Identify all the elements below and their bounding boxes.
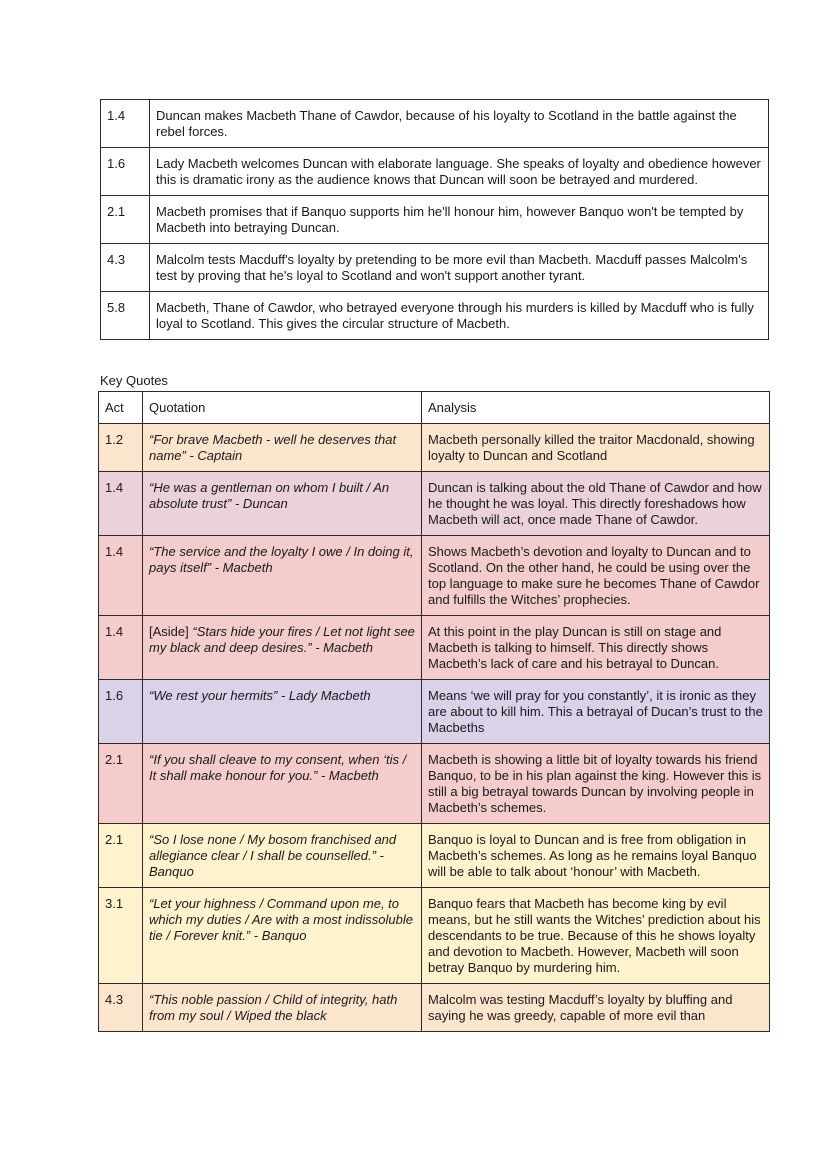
table-row bbox=[99, 744, 770, 824]
act-cell: 1.4 bbox=[99, 616, 143, 680]
quote-text: “If you shall cleave to my consent, when ‘tis / It shall make honour for you.” - Macbeth bbox=[149, 752, 407, 783]
summary-cell: Macbeth, Thane of Cawdor, who betrayed everyone through his murders is killed by Macduff who is fully loyal to Scotland. This gives the circular structure of Macbeth. bbox=[150, 292, 769, 340]
table-row bbox=[99, 680, 770, 744]
quotation-cell bbox=[143, 984, 422, 1032]
analysis-cell: Malcolm was testing Macduff’s loyalty by bluffing and saying he was greedy, capable of more evil than bbox=[422, 984, 770, 1032]
analysis-cell: At this point in the play Duncan is still on stage and Macbeth is talking to himself. This directly shows Macbeth’s lack of care and his betrayal to Duncan. bbox=[422, 616, 770, 680]
quotation-cell bbox=[143, 680, 422, 744]
act-cell: 1.6 bbox=[101, 148, 150, 196]
quotation-cell bbox=[143, 744, 422, 824]
quote-text: “For brave Macbeth - well he deserves that name” - Captain bbox=[149, 432, 397, 463]
quotation-cell bbox=[143, 616, 422, 680]
quote-text: “The service and the loyalty I owe / In doing it, pays itself” - Macbeth bbox=[149, 544, 414, 575]
header-quotation: Quotation bbox=[143, 392, 422, 424]
table-row bbox=[101, 244, 769, 292]
table-row bbox=[101, 148, 769, 196]
header-analysis: Analysis bbox=[422, 392, 770, 424]
table-row bbox=[99, 824, 770, 888]
quotation-cell bbox=[143, 536, 422, 616]
act-cell: 1.6 bbox=[99, 680, 143, 744]
act-cell: 5.8 bbox=[101, 292, 150, 340]
table-row bbox=[101, 292, 769, 340]
quotation-cell bbox=[143, 824, 422, 888]
quote-text: “Stars hide your fires / Let not light see my black and deep desires.” - Macbeth bbox=[149, 624, 415, 655]
summary-table bbox=[100, 99, 769, 340]
quotation-cell bbox=[143, 424, 422, 472]
table-row bbox=[101, 100, 769, 148]
act-cell: 4.3 bbox=[101, 244, 150, 292]
summary-cell: Lady Macbeth welcomes Duncan with elaborate language. She speaks of loyalty and obedience however this is dramatic irony as the audience knows that Duncan will soon be betrayed and murdered. bbox=[150, 148, 769, 196]
analysis-cell: Means ‘we will pray for you constantly’, it is ironic as they are about to kill him. This a betrayal of Ducan’s trust to the Macbeths bbox=[422, 680, 770, 744]
act-cell: 3.1 bbox=[99, 888, 143, 984]
table-header-row bbox=[99, 392, 770, 424]
table-row bbox=[101, 196, 769, 244]
analysis-cell: Shows Macbeth’s devotion and loyalty to Duncan and to Scotland. On the other hand, he could be using over the top language to make sure he becomes Thane of Cawdor and fulfills the Witches’ prophecies. bbox=[422, 536, 770, 616]
analysis-cell: Macbeth is showing a little bit of loyalty towards his friend Banquo, to be in his plan against the king. However this is still a big betrayal towards Duncan by involving people in Macbeth’s schemes. bbox=[422, 744, 770, 824]
quotation-cell bbox=[143, 888, 422, 984]
act-cell: 1.4 bbox=[101, 100, 150, 148]
key-quotes-table bbox=[98, 391, 770, 1032]
key-quotes-heading: Key Quotes bbox=[100, 373, 168, 388]
quote-text: “So I lose none / My bosom franchised and allegiance clear / I shall be counselled.” - Banquo bbox=[149, 832, 397, 879]
quote-text: “He was a gentleman on whom I built / An absolute trust” - Duncan bbox=[149, 480, 390, 511]
table-row bbox=[99, 984, 770, 1032]
summary-cell: Macbeth promises that if Banquo supports him he'll honour him, however Banquo won't be tempted by Macbeth into betraying Duncan. bbox=[150, 196, 769, 244]
act-cell: 4.3 bbox=[99, 984, 143, 1032]
header-act: Act bbox=[99, 392, 143, 424]
quote-text: “Let your highness / Command upon me, to which my duties / Are with a most indissoluble tie / Forever knit.” - Banquo bbox=[149, 896, 413, 943]
quote-prefix: [Aside] bbox=[149, 624, 193, 639]
analysis-cell: Banquo fears that Macbeth has become king by evil means, but he still wants the Witches’ prediction about his descendants to be true. Because of this he shows loyalty and devotion to Macbeth. However, Macbeth will soon betray Banquo by murdering him. bbox=[422, 888, 770, 984]
analysis-cell: Banquo is loyal to Duncan and is free from obligation in Macbeth’s schemes. As long as he remains loyal Banquo will be able to talk about ‘honour’ with Macbeth. bbox=[422, 824, 770, 888]
summary-cell: Duncan makes Macbeth Thane of Cawdor, because of his loyalty to Scotland in the battle against the rebel forces. bbox=[150, 100, 769, 148]
table-row bbox=[99, 616, 770, 680]
summary-cell: Malcolm tests Macduff's loyalty by pretending to be more evil than Macbeth. Macduff passes Malcolm's test by proving that he's loyal to Scotland and won't support another tyrant. bbox=[150, 244, 769, 292]
act-cell: 2.1 bbox=[101, 196, 150, 244]
act-cell: 1.2 bbox=[99, 424, 143, 472]
table-row bbox=[99, 536, 770, 616]
act-cell: 2.1 bbox=[99, 744, 143, 824]
analysis-cell: Macbeth personally killed the traitor Macdonald, showing loyalty to Duncan and Scotland bbox=[422, 424, 770, 472]
act-cell: 1.4 bbox=[99, 536, 143, 616]
quote-text: “This noble passion / Child of integrity, hath from my soul / Wiped the black bbox=[149, 992, 398, 1023]
act-cell: 1.4 bbox=[99, 472, 143, 536]
table-row bbox=[99, 472, 770, 536]
table-row bbox=[99, 424, 770, 472]
table-row bbox=[99, 888, 770, 984]
analysis-cell: Duncan is talking about the old Thane of Cawdor and how he thought he was loyal. This directly foreshadows how Macbeth will act, once made Thane of Cawdor. bbox=[422, 472, 770, 536]
act-cell: 2.1 bbox=[99, 824, 143, 888]
quote-text: “We rest your hermits” - Lady Macbeth bbox=[149, 688, 371, 703]
quotation-cell bbox=[143, 472, 422, 536]
